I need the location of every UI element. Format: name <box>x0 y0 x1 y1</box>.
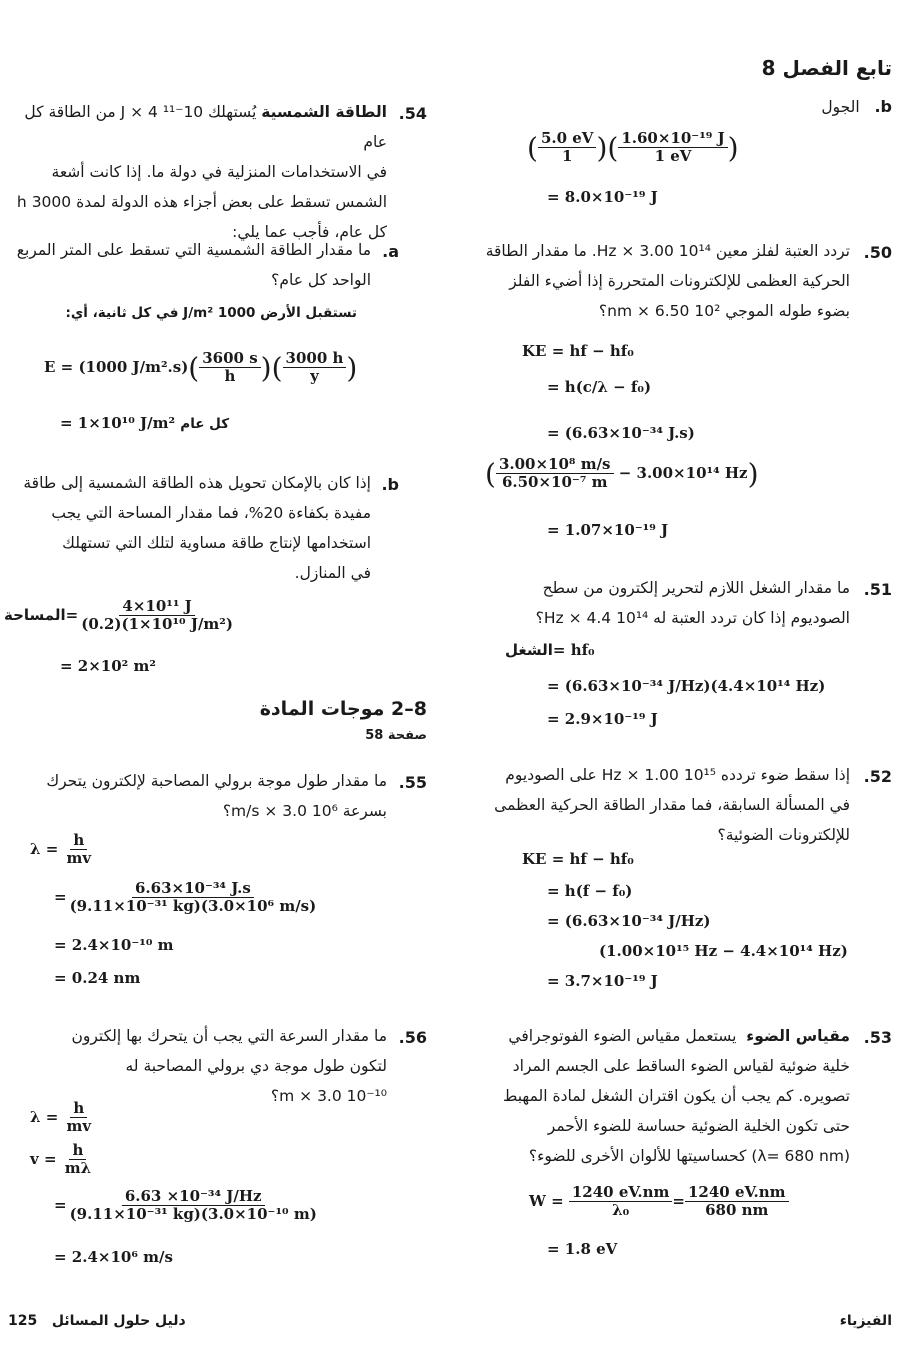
q54a-eq1-lhs: E = (1000 J/m².s) <box>44 357 189 376</box>
q50-number: 50. <box>863 243 892 262</box>
q54b-label: b. <box>381 475 399 494</box>
q56-line2: لتكون طول موجة دي برولي المصاحبة له <box>125 1057 387 1075</box>
q50-eq2: = h(c/λ − f₀) <box>547 378 652 396</box>
q50-line2: الحركية العظمى للإلكترونات المتحررة إذا أضيء الفلز <box>509 272 850 290</box>
q56-eq3-num: 6.63 ×10⁻³⁴ J/Hz <box>122 1188 265 1206</box>
q51-line1: ما مقدار الشغل اللازم لتحرير إلكترون من سطح <box>542 579 850 597</box>
q56-eq3: = $\frac{\text{6.63 ×10⁻³⁴ J/Hz}}{\text{(9.11×10⁻³¹ kg)(3.0×10⁻¹⁰ m)}}$ <box>54 1188 320 1224</box>
q54b-line3: استخدامها لإنتاج طاقة مساوية لتلك التي تستهلك <box>62 534 371 552</box>
q49b-eq1-den2: 1 eV <box>654 147 692 166</box>
q49b-label: b. <box>874 97 892 116</box>
q53-eq1-den1: λ₀ <box>612 1201 630 1220</box>
q49b-eq1-den1: 1 <box>561 147 573 166</box>
right-column <box>457 0 892 1310</box>
footer-right: الفيزياء <box>839 1313 892 1329</box>
q56-line3: 10⁻¹⁰ m × 3.0؟ <box>270 1087 387 1105</box>
q50-text <box>455 236 850 326</box>
q53-eq1-num1: 1240 eV.nm <box>569 1184 673 1202</box>
q52-line2: في المسألة السابقة، فما مقدار الطاقة الحركية العظمى <box>494 796 850 814</box>
q55-eq2-num: 6.63×10⁻³⁴ J.s <box>132 880 254 898</box>
q52-eq1: KE = hf − hf₀ <box>522 850 634 868</box>
q52-eq2: = h(f − f₀) <box>547 882 633 900</box>
q52-line1: إذا سقط ضوء تردده 10¹⁵ Hz × 1.00 على الصوديوم <box>505 766 850 784</box>
section-page: صفحة 58 <box>365 728 427 743</box>
q54a-eq2-suffix: كل عام <box>180 416 230 432</box>
q56-text <box>2 1021 387 1111</box>
q54b-eq1: المساحة= $\frac{\text{4×10¹¹ J}}{\text{(0.2)(1×10¹⁰ J/m²)}}$ <box>4 598 236 634</box>
q54a-label: a. <box>382 242 399 261</box>
q56-number: 56. <box>398 1028 427 1047</box>
q56-eq1 <box>30 1100 94 1136</box>
q53-line5: (λ= 680 nm) كحساسيتها للألوان الأخرى للضوء؟ <box>528 1147 850 1165</box>
q55-eq1 <box>30 832 94 868</box>
chapter-title: تابع الفصل 8 <box>761 56 892 80</box>
q54b-text <box>1 468 371 588</box>
q54-text <box>2 97 387 247</box>
q53-line1-text: يستعمل مقياس الضوء الفوتوجرافي <box>508 1027 737 1045</box>
q54b-eq1-label: المساحة <box>4 605 66 624</box>
q54-number: 54. <box>398 104 427 123</box>
q49b-text: الجول <box>821 98 860 116</box>
q55-eq2: = $\frac{\text{6.63×10⁻³⁴ J.s}}{\text{(9.11×10⁻³¹ kg)(3.0×10⁶ m/s)}}$ <box>54 880 319 916</box>
q54a-answer: تستقبل الأرض 1000 J/m² في كل ثانية، أي: <box>65 305 357 321</box>
q54-line2: في الاستخدامات المنزلية في دولة ما. إذا كانت أشعة <box>51 163 387 181</box>
q54a-eq1: E = (1000 J/m².s)( $\frac{3600 s}{h}$ )( $\frac{3000 h}{y}$ ) <box>44 349 358 386</box>
q56-eq2 <box>30 1142 94 1178</box>
q53-eq1: W = $\frac{1240 eV.nm}{\text{λ₀}}$ = $\frac{1240 eV.nm}{680 nm}$ <box>529 1184 789 1220</box>
q51-eq2: = (6.63×10⁻³⁴ J/Hz)(4.4×10¹⁴ Hz) <box>547 677 826 695</box>
q50-eq4-den: 6.50×10⁻⁷ m <box>501 473 608 492</box>
q51-eq3: = 2.9×10⁻¹⁹ J <box>547 710 658 728</box>
q52-eq3: = (6.63×10⁻³⁴ J/Hz) <box>547 912 711 930</box>
q49b-eq1-num1: 5.0 eV <box>538 130 597 148</box>
q56-eq4: = 2.4×10⁶ m/s <box>54 1248 173 1266</box>
q49b-eq2: = 8.0×10⁻¹⁹ J <box>547 188 658 206</box>
q53-bold-lead: مقياس الضوء <box>746 1027 850 1045</box>
q55-eq4: = 0.24 nm <box>54 969 141 987</box>
q55-eq3: = 2.4×10⁻¹⁰ m <box>54 936 174 954</box>
q54a-text <box>1 235 371 295</box>
q50-line1: تردد العتبة لفلز معين 10¹⁴ Hz × 3.00. ما مقدار الطاقة <box>485 242 850 260</box>
q56-eq1-num: h <box>70 1100 87 1118</box>
q54-line1 <box>2 97 387 157</box>
q53-line4: حتى تكون الخلية الضوئية حساسة للضوء الأحمر <box>547 1117 850 1135</box>
q55-eq2-den: (9.11×10⁻³¹ kg)(3.0×10⁶ m/s) <box>69 897 317 916</box>
q50-eq4: ( $\frac{\text{3.00×10⁸ m/s}}{\text{6.50×10⁻⁷ m}}$ − 3.00×10¹⁴ Hz) <box>485 455 759 492</box>
q54-line1-text: يُستهلك 10⁻¹¹ J × 4 من الطاقة كل عام <box>24 103 387 151</box>
q51-line2: الصوديوم إذا كان تردد العتبة له 10¹⁴ Hz × 4.4؟ <box>535 609 850 627</box>
q50-eq3: = (6.63×10⁻³⁴ J.s) <box>547 424 695 442</box>
q53-eq2: = 1.8 eV <box>547 1240 618 1258</box>
q51-number: 51. <box>863 580 892 599</box>
q54a-eq2-value: = 1×10¹⁰ J/m² <box>60 414 176 432</box>
q55-text <box>2 766 387 826</box>
q54a-eq1-den2: y <box>310 367 319 386</box>
q54a-line2: الواحد كل عام؟ <box>271 271 371 289</box>
q56-line1: ما مقدار السرعة التي يجب أن يتحرك بها إلكترون <box>71 1027 387 1045</box>
q55-line1: ما مقدار طول موجة برولي المصاحبة لإلكترون يتحرك <box>46 772 387 790</box>
q54b-eq1-num: 4×10¹¹ J <box>119 598 194 616</box>
q52-number: 52. <box>863 767 892 786</box>
q54a-eq2 <box>60 414 229 432</box>
q52-eq5: = 3.7×10⁻¹⁹ J <box>547 972 658 990</box>
q54a-eq1-num2: 3000 h <box>283 350 347 368</box>
q55-line2: بسرعة 10⁶ m/s × 3.0؟ <box>222 802 387 820</box>
q50-eq5: = 1.07×10⁻¹⁹ J <box>547 521 669 539</box>
q53-eq1-lhs: W = <box>529 1191 564 1210</box>
q56-eq2-num: h <box>69 1142 86 1160</box>
q54b-eq1-den: (0.2)(1×10¹⁰ J/m²) <box>81 615 233 634</box>
q54-line4: كل عام، فأجب عما يلي: <box>232 223 387 241</box>
q53-line3: تصويره. كم يجب أن يكون اقتران الشغل لمادة المهبط <box>503 1087 850 1105</box>
footer-page-number: 125 <box>8 1313 38 1329</box>
q52-eq4: (1.00×10¹⁵ Hz − 4.4×10¹⁴ Hz) <box>599 942 848 960</box>
q52-line3: للإلكترونات الضوئية؟ <box>717 826 850 844</box>
q49b-line <box>472 92 892 122</box>
q53-text <box>455 1021 850 1171</box>
q56-eq1-den: mv <box>66 1117 92 1136</box>
q54a-line1: ما مقدار الطاقة الشمسية التي تسقط على المتر المربع <box>16 241 371 259</box>
q54b-line4: في المنازل. <box>294 564 371 582</box>
q54a-eq1-den1: h <box>224 367 236 386</box>
q55-number: 55. <box>398 773 427 792</box>
q56-eq3-den: (9.11×10⁻³¹ kg)(3.0×10⁻¹⁰ m) <box>69 1205 317 1224</box>
q49b-eq1: ( $\frac{5.0 eV}{1}$ )( $\frac{\text{1.60×10⁻¹⁹ J}}{1 eV}$ ) <box>527 129 739 166</box>
q53-number: 53. <box>863 1028 892 1047</box>
q52-text <box>455 760 850 850</box>
footer-guide-title: دليل حلول المسائل <box>51 1313 186 1329</box>
q53-line2: خلية ضوئية لقياس الضوء الساقط على الجسم المراد <box>512 1057 850 1075</box>
q56-eq2-den: mλ <box>64 1159 92 1178</box>
q54a-eq1-num1: 3600 s <box>199 350 260 368</box>
q50-line3: بضوء طوله الموجي 10² nm × 6.50؟ <box>598 302 850 320</box>
q53-eq1-den2: 680 nm <box>705 1201 769 1220</box>
q50-eq4-num: 3.00×10⁸ m/s <box>496 456 614 474</box>
section-title: 8–2 موجات المادة <box>259 698 427 720</box>
q55-eq1-num: h <box>70 832 87 850</box>
footer-left <box>8 1313 186 1329</box>
q53-line1 <box>455 1021 850 1051</box>
q56-eq1-lhs: λ = <box>30 1107 59 1126</box>
q53-eq1-num2: 1240 eV.nm <box>685 1184 789 1202</box>
q54b-line2: مفيدة بكفاءة 20%، فما مقدار المساحة التي يجب <box>51 504 371 522</box>
q51-eq1-label: الشغل <box>505 641 553 659</box>
q50-eq1: KE = hf − hf₀ <box>522 342 634 360</box>
q54-bold-lead: الطاقة الشمسية <box>261 103 387 121</box>
q54b-line1: إذا كان بالإمكان تحويل هذه الطاقة الشمسية إلى طاقة <box>23 474 371 492</box>
left-column <box>0 0 435 1310</box>
q55-eq1-lhs: λ = <box>30 839 59 858</box>
q54-line3: الشمس تسقط على بعض أجزاء هذه الدولة لمدة 3000 h <box>16 193 387 211</box>
q56-eq2-lhs: v = <box>30 1149 57 1168</box>
q49b-eq1-num2: 1.60×10⁻¹⁹ J <box>618 130 727 148</box>
q51-text <box>455 573 850 633</box>
q55-eq1-den: mv <box>66 849 92 868</box>
q51-eq1 <box>505 641 595 659</box>
q51-eq1-rhs: = hf₀ <box>552 641 595 659</box>
q54b-eq2: = 2×10² m² <box>60 657 156 675</box>
q50-eq4-rest: − 3.00×10¹⁴ Hz <box>618 463 748 482</box>
